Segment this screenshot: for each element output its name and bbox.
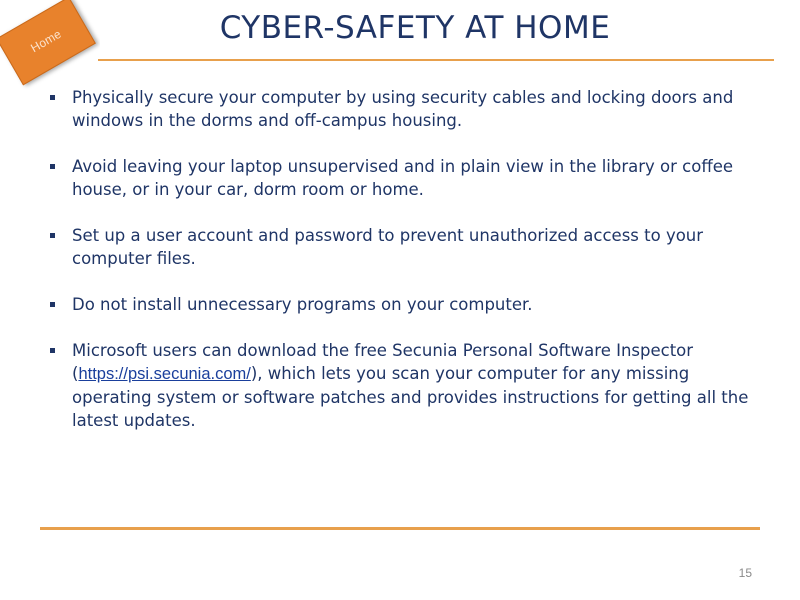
- bullet-marker-icon: [50, 95, 55, 100]
- bullet-text-after-link: ), which lets you scan your computer for any missing operating system or software patches and provides instructions for getting all the latest updates.: [72, 364, 749, 430]
- list-item: [48, 155, 768, 201]
- bullet-text-before-link: Microsoft users can download the free Secunia Personal Software Inspector (: [72, 341, 694, 383]
- bullet-marker-icon: [50, 348, 55, 353]
- list-item: [48, 224, 768, 270]
- title-divider: [98, 59, 774, 61]
- secunia-link[interactable]: https://psi.secunia.com/: [78, 365, 251, 383]
- list-item: [48, 293, 768, 316]
- bullet-text: Avoid leaving your laptop unsupervised and in plain view in the library or coffee house, or in your car, dorm room or home.: [72, 157, 734, 199]
- slide-title: CYBER-SAFETY AT HOME: [219, 10, 611, 46]
- bullet-list: [48, 86, 768, 455]
- bullet-marker-icon: [50, 164, 55, 169]
- page-number: 15: [738, 566, 752, 580]
- bullet-text: Physically secure your computer by using security cables and locking doors and windows in the dorms and off-campus housing.: [72, 88, 734, 130]
- bullet-text: Do not install unnecessary programs on your computer.: [72, 295, 533, 314]
- footer-divider: [40, 527, 760, 530]
- list-item: [48, 86, 768, 132]
- home-button-label: Home: [28, 26, 64, 56]
- bullet-marker-icon: [50, 302, 55, 307]
- list-item: [48, 339, 768, 432]
- bullet-marker-icon: [50, 233, 55, 238]
- bullet-text: Set up a user account and password to prevent unauthorized access to your computer files.: [72, 226, 704, 268]
